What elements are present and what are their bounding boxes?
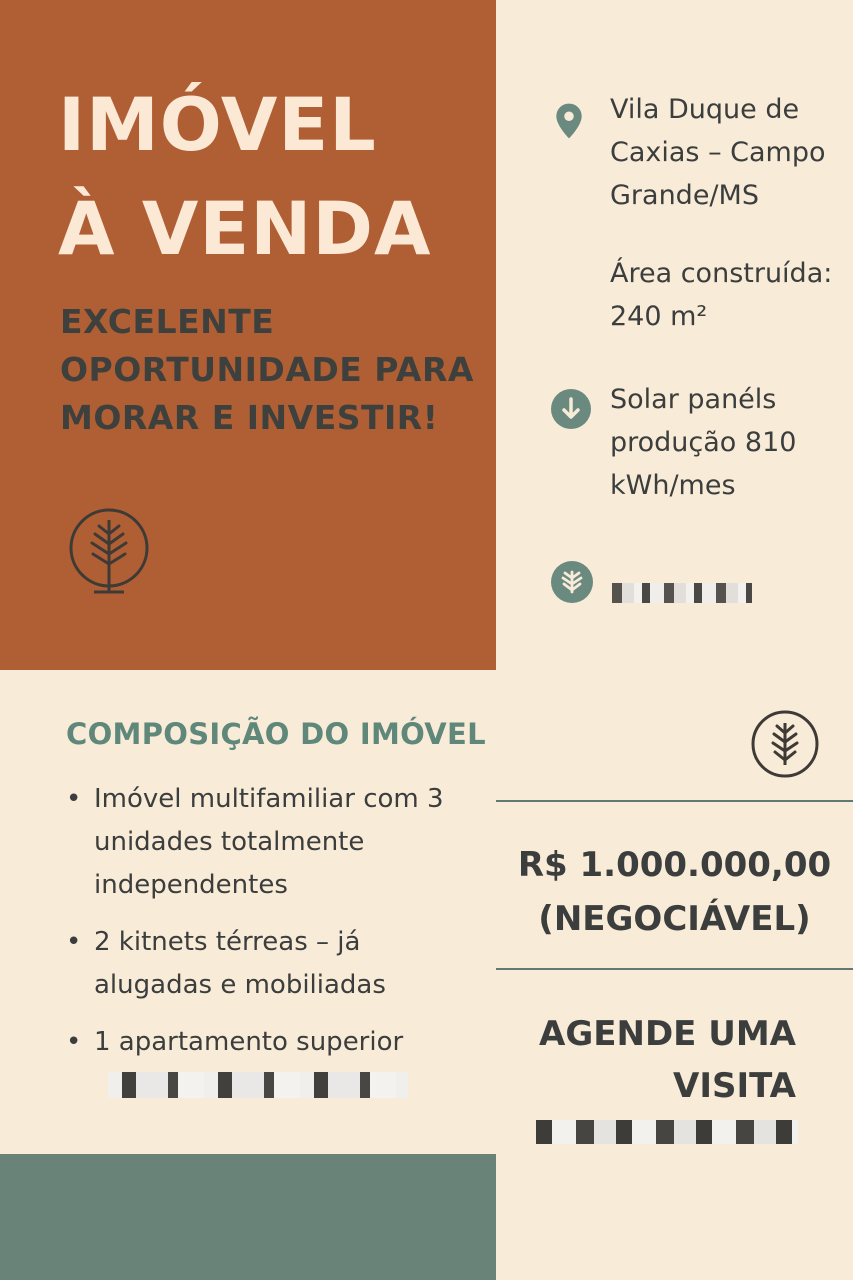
composition-title: COMPOSIÇÃO DO IMÓVEL	[66, 717, 486, 751]
hero-subtitle-line2: OPORTUNIDADE PARA	[60, 350, 474, 389]
area-text: Área construída: 240 m²	[610, 258, 833, 332]
hero-title-line2: À VENDA	[58, 187, 432, 272]
cta-visit	[496, 1008, 796, 1112]
tree-icon	[66, 508, 152, 594]
leaf-circle-icon	[550, 560, 594, 604]
bottom-band	[0, 1154, 496, 1280]
price-block	[496, 838, 853, 946]
list-item: • Imóvel multifamiliar com 3 unidades totalmente independentes	[66, 778, 486, 907]
price-value: R$ 1.000.000,00	[517, 845, 832, 885]
list-item: • 1 apartamento superior	[66, 1021, 486, 1064]
solar-text: Solar panéls produção 810 kWh/mes	[610, 384, 797, 501]
location-text: Vila Duque de Caxias – Campo Grande/MS	[610, 94, 826, 211]
divider	[496, 800, 853, 802]
location-pin-icon	[550, 102, 588, 140]
price-note: (NEGOCIÁVEL)	[538, 899, 811, 939]
divider	[496, 968, 853, 970]
hero-subtitle	[60, 298, 474, 442]
redacted-text	[612, 583, 752, 603]
composition-list	[66, 778, 486, 1078]
hero-subtitle-line1: EXCELENTE	[60, 302, 275, 341]
tree-circle-icon	[750, 709, 820, 779]
hero-subtitle-line3: MORAR E INVESTIR!	[60, 398, 439, 437]
hero-title	[58, 74, 431, 282]
down-arrow-circle-icon	[550, 388, 592, 430]
info-solar	[550, 378, 850, 508]
info-location	[550, 88, 850, 218]
list-item: • 2 kitnets térreas – já alugadas e mobiliadas	[66, 921, 486, 1007]
info-area	[550, 252, 850, 342]
cta-line2: VISITA	[673, 1066, 796, 1106]
cta-line1: AGENDE UMA	[539, 1014, 796, 1054]
redacted-phone	[536, 1120, 798, 1144]
hero-title-line1: IMÓVEL	[58, 83, 377, 168]
redacted-text	[108, 1072, 408, 1098]
